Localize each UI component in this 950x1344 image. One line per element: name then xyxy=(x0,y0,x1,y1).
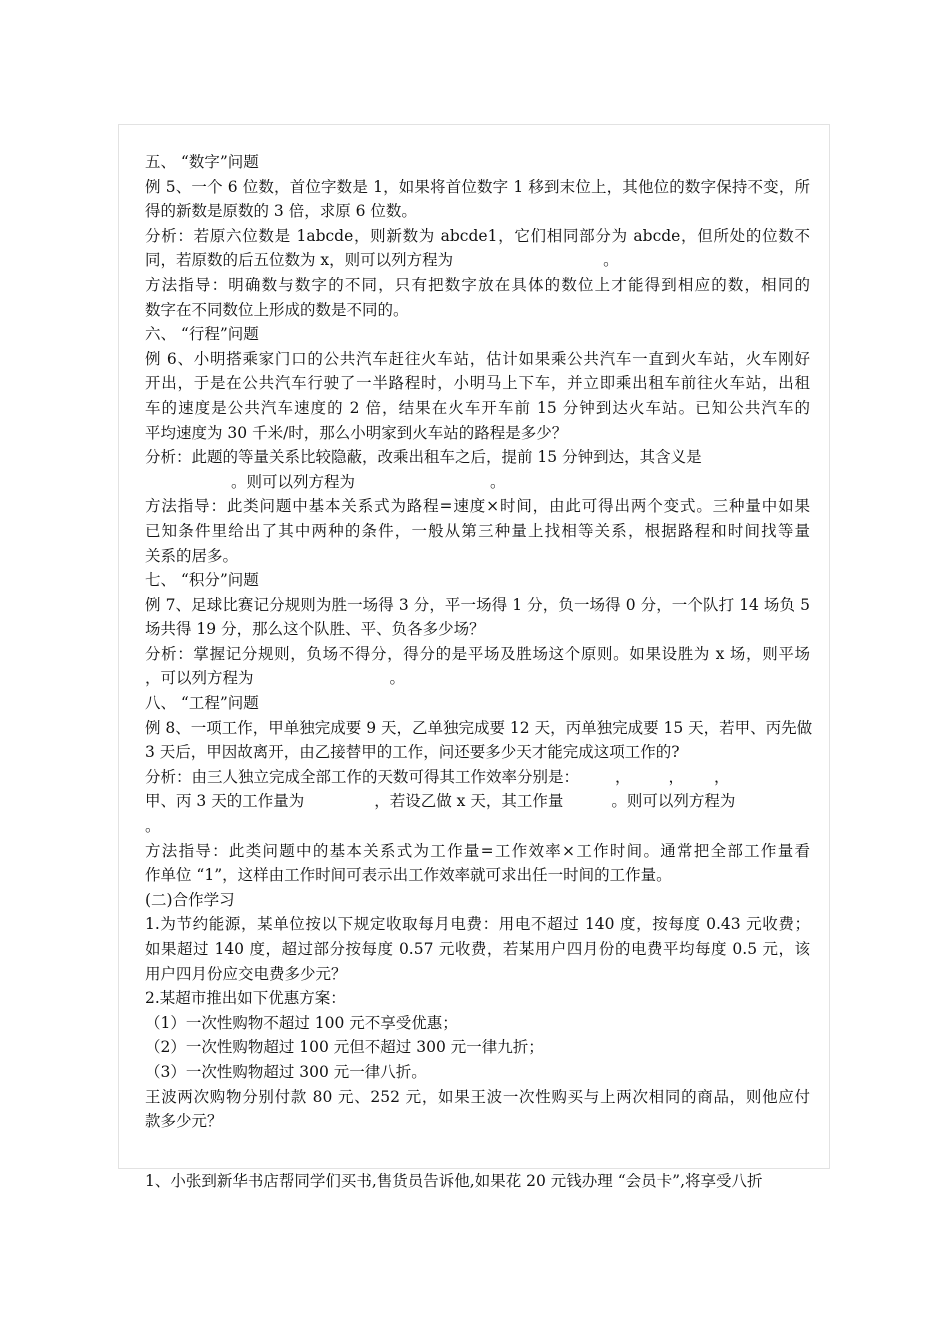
list-item: （2）一次性购物超过 100 元但不超过 300 元一律九折； xyxy=(145,1038,544,1057)
text-line: 。 xyxy=(145,817,161,836)
text-segment: 。 xyxy=(603,251,619,270)
text-line: 方法指导：此类问题中的基本关系式为工作量=工作效率×工作时间。通常把全部工作量看 xyxy=(145,841,810,860)
document-body xyxy=(145,150,813,1134)
text-line: 如果超过 140 度，超过部分按每度 0.57 元收费，若某用户四月份的电费平均每度 0.5 元，该 xyxy=(145,940,810,958)
text-segment: 甲、丙 3 天的工作量为 xyxy=(145,792,305,811)
text-line xyxy=(145,789,810,814)
text-line: 开出，于是在公共汽车行驶了一半路程时，小明马上下车，并立即乘出租车前往火车站，出租 xyxy=(145,374,810,393)
text-line: 王波两次购物分别付款 80 元、252 元，如果王波一次性购买与上两次相同的商品，则他应付 xyxy=(145,1087,810,1106)
text-segment: 分析：由三人独立完成全部工作的天数可得其工作效率分别是： xyxy=(145,767,580,786)
text-line: 方法指导：此类问题中基本关系式为路程=速度×时间，由此可得出两个变式。三种量中如果 xyxy=(145,497,810,516)
text-line: 例 8、一项工作，甲单独完成要 9 天，乙单独完成要 12 天，丙单独完成要 15 天，若甲、丙先做 xyxy=(145,718,813,737)
text-segment: 同，若原数的后五位数为 x，则可以列方程为 xyxy=(145,251,454,270)
text-line: 2.某超市推出如下优惠方案： xyxy=(145,989,346,1008)
text-line: 例 6、小明搭乘家门口的公共汽车赶往火车站，估计如果乘公共汽车一直到火车站，火车刚好 xyxy=(145,349,810,368)
next-page-text: 1、小张到新华书店帮同学们买书,售货员告诉他,如果花 20 元钱办理 “会员卡”,将享受八折 xyxy=(145,1172,763,1190)
text-line: 作单位 “1”，这样由工作时间可表示出工作效率就可求出任一时间的工作量。 xyxy=(145,866,672,885)
text-line: 已知条件里给出了其中两种的条件，一般从第三种量上找相等关系，根据路程和时间找等量 xyxy=(145,521,810,540)
section-heading: 六、 “行程”问题 xyxy=(145,325,259,344)
text-line: 关系的居多。 xyxy=(145,546,239,565)
text-segment: 。则可以列方程为 xyxy=(231,472,356,491)
text-segment: ， xyxy=(668,767,685,786)
section-heading: 七、 “积分”问题 xyxy=(145,571,259,590)
text-segment: 。则可以列方程为 xyxy=(611,792,736,811)
text-segment: ， xyxy=(615,767,631,786)
text-line: 平均速度为 30 千米/时，那么小明家到火车站的路程是多少？ xyxy=(145,423,568,442)
text-line: 分析：若原六位数是 1abcde，则新数为 abcde1，它们相同部分为 abcde，但所处的位数不 xyxy=(145,226,810,245)
text-line: 方法指导：明确数与数字的不同，只有把数字放在具体的数位上才能得到相应的数，相同的 xyxy=(145,275,810,294)
text-line xyxy=(145,470,810,495)
text-line: 分析：此题的等量关系比较隐蔽，改乘出租车之后，提前 15 分钟到达，其含义是 xyxy=(145,448,702,467)
section-heading: 八、 “工程”问题 xyxy=(145,694,259,713)
text-line xyxy=(145,248,810,273)
list-item: （1）一次性购物不超过 100 元不享受优惠； xyxy=(145,1013,458,1032)
text-line xyxy=(145,666,810,691)
text-line: 分析：掌握记分规则，负场不得分，得分的是平场及胜场这个原则。如果设胜为 x 场，则平场 xyxy=(145,644,810,663)
text-line: 场共得 19 分，那么这个队胜、平、负各多少场？ xyxy=(145,620,485,639)
text-line: 例 7、足球比赛记分规则为胜一场得 3 分，平一场得 1 分，负一场得 0 分，一个队打 14 场负 5 xyxy=(145,595,810,614)
text-segment: ，可以列方程为 xyxy=(145,669,254,688)
text-line: 得的新数是原数的 3 倍，求原 6 位数。 xyxy=(145,202,417,221)
text-line: 3 天后，甲因故离开，由乙接替甲的工作，问还要多少天才能完成这项工作的? xyxy=(145,743,680,762)
text-line xyxy=(145,765,810,790)
list-item: （3）一次性购物超过 300 元一律八折。 xyxy=(145,1062,427,1081)
text-line: 用户四月份应交电费多少元？ xyxy=(145,964,347,983)
text-segment: 。 xyxy=(389,669,406,688)
section-heading: 五、 “数字”问题 xyxy=(145,153,259,171)
text-segment: ，若设乙做 x 天，其工作量 xyxy=(374,792,564,811)
text-segment: ， xyxy=(714,767,730,786)
text-line: 例 5、一个 6 位数，首位字数是 1，如果将首位数字 1 移到末位上，其他位的数字保持不变，所 xyxy=(145,177,810,196)
text-line: 1.为节约能源，某单位按以下规定收取每月电费：用电不超过 140 度，按每度 0.43 元收费； xyxy=(145,915,810,934)
text-line: 款多少元？ xyxy=(145,1112,223,1131)
text-line: 车的速度是公共汽车速度的 2 倍，结果在火车开车前 15 分钟到达火车站。已知公共汽车的 xyxy=(145,398,810,417)
text-line: 数字在不同数位上形成的数是不同的。 xyxy=(145,300,409,319)
section-heading: (二)合作学习 xyxy=(145,890,235,909)
text-segment: 。 xyxy=(490,472,506,491)
